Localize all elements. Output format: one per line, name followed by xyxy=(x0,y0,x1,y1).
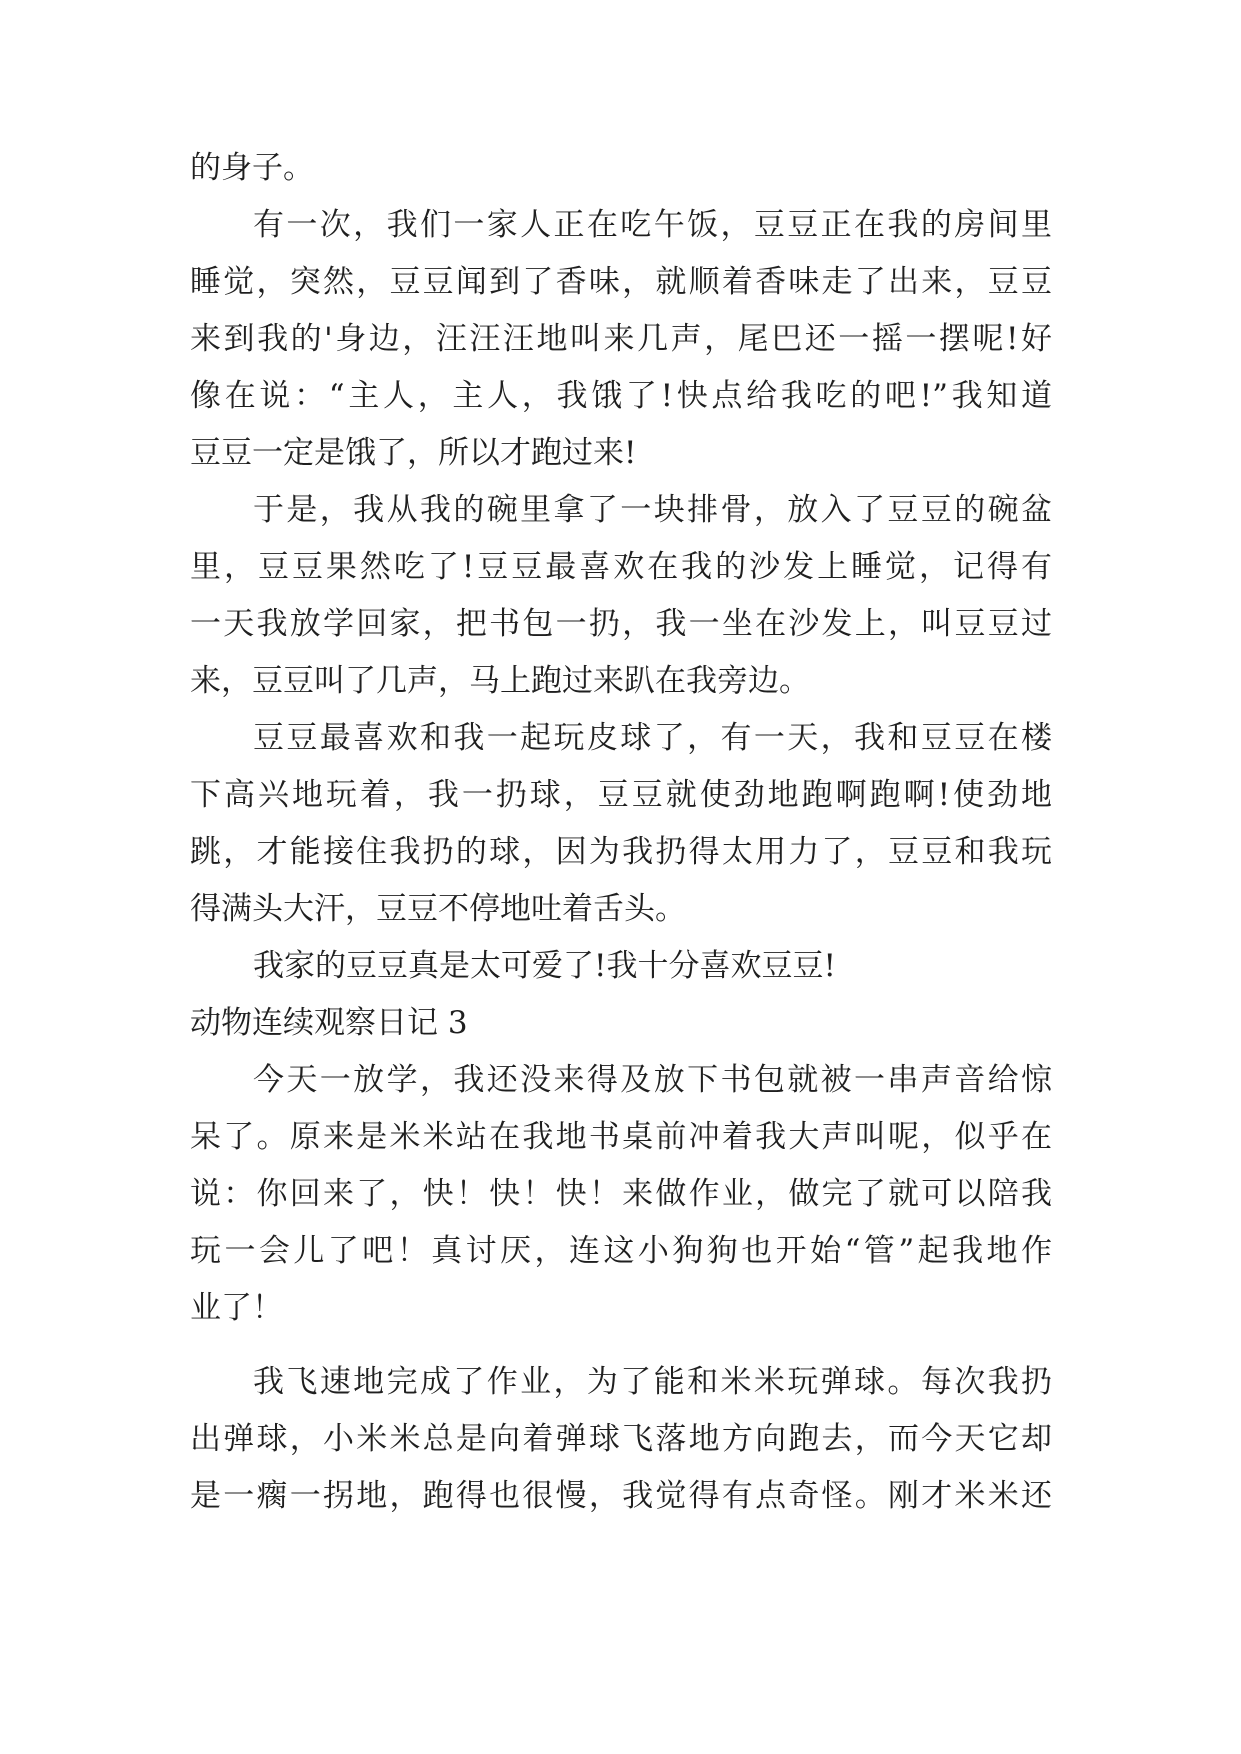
text-line: 是一瘸一拐地，跑得也很慢，我觉得有点奇怪。刚才米米还 xyxy=(190,1478,1052,1514)
text-line: 玩一会儿了吧！真讨厌，连这小狗狗也开始“管”起我地作 xyxy=(190,1233,1052,1269)
text-line: 里，豆豆果然吃了!豆豆最喜欢在我的沙发上睡觉，记得有 xyxy=(190,549,1052,585)
text-line: 呆了。原来是米米站在我地书桌前冲着我大声叫呢，似乎在 xyxy=(190,1119,1052,1155)
text-line: 于是，我从我的碗里拿了一块排骨，放入了豆豆的碗盆 xyxy=(253,492,1052,528)
text-line: 豆豆一定是饿了，所以才跑过来! xyxy=(190,435,637,471)
text-line: 来到我的'身边，汪汪汪地叫来几声，尾巴还一摇一摆呢!好 xyxy=(190,321,1052,357)
text-line: 下高兴地玩着，我一扔球，豆豆就使劲地跑啊跑啊!使劲地 xyxy=(190,777,1052,813)
text-line: 得满头大汗，豆豆不停地吐着舌头。 xyxy=(190,891,686,927)
text-line: 跳，才能接住我扔的球，因为我扔得太用力了，豆豆和我玩 xyxy=(190,834,1052,870)
text-line: 来，豆豆叫了几声，马上跑过来趴在我旁边。 xyxy=(190,663,810,699)
text-line: 今天一放学，我还没来得及放下书包就被一串声音给惊 xyxy=(253,1062,1052,1098)
text-line: 出弹球，小米米总是向着弹球飞落地方向跑去，而今天它却 xyxy=(190,1421,1052,1457)
text-line: 睡觉，突然，豆豆闻到了香味，就顺着香味走了出来，豆豆 xyxy=(190,264,1052,300)
text-line: 有一次，我们一家人正在吃午饭，豆豆正在我的房间里 xyxy=(253,207,1052,243)
text-line: 一天我放学回家，把书包一扔，我一坐在沙发上，叫豆豆过 xyxy=(190,606,1052,642)
text-line: 豆豆最喜欢和我一起玩皮球了，有一天，我和豆豆在楼 xyxy=(253,720,1052,756)
text-line: 我家的豆豆真是太可爱了!我十分喜欢豆豆! xyxy=(253,948,836,984)
text-line: 像在说：“主人，主人，我饿了!快点给我吃的吧!”我知道 xyxy=(190,378,1052,414)
text-line: 业了！ xyxy=(190,1290,283,1326)
text-line: 我飞速地完成了作业，为了能和米米玩弹球。每次我扔 xyxy=(253,1364,1052,1400)
section-heading: 动物连续观察日记 3 xyxy=(190,1005,468,1041)
text-line: 说：你回来了，快！快！快！来做作业，做完了就可以陪我 xyxy=(190,1176,1052,1212)
text-line: 的身子。 xyxy=(190,150,314,186)
